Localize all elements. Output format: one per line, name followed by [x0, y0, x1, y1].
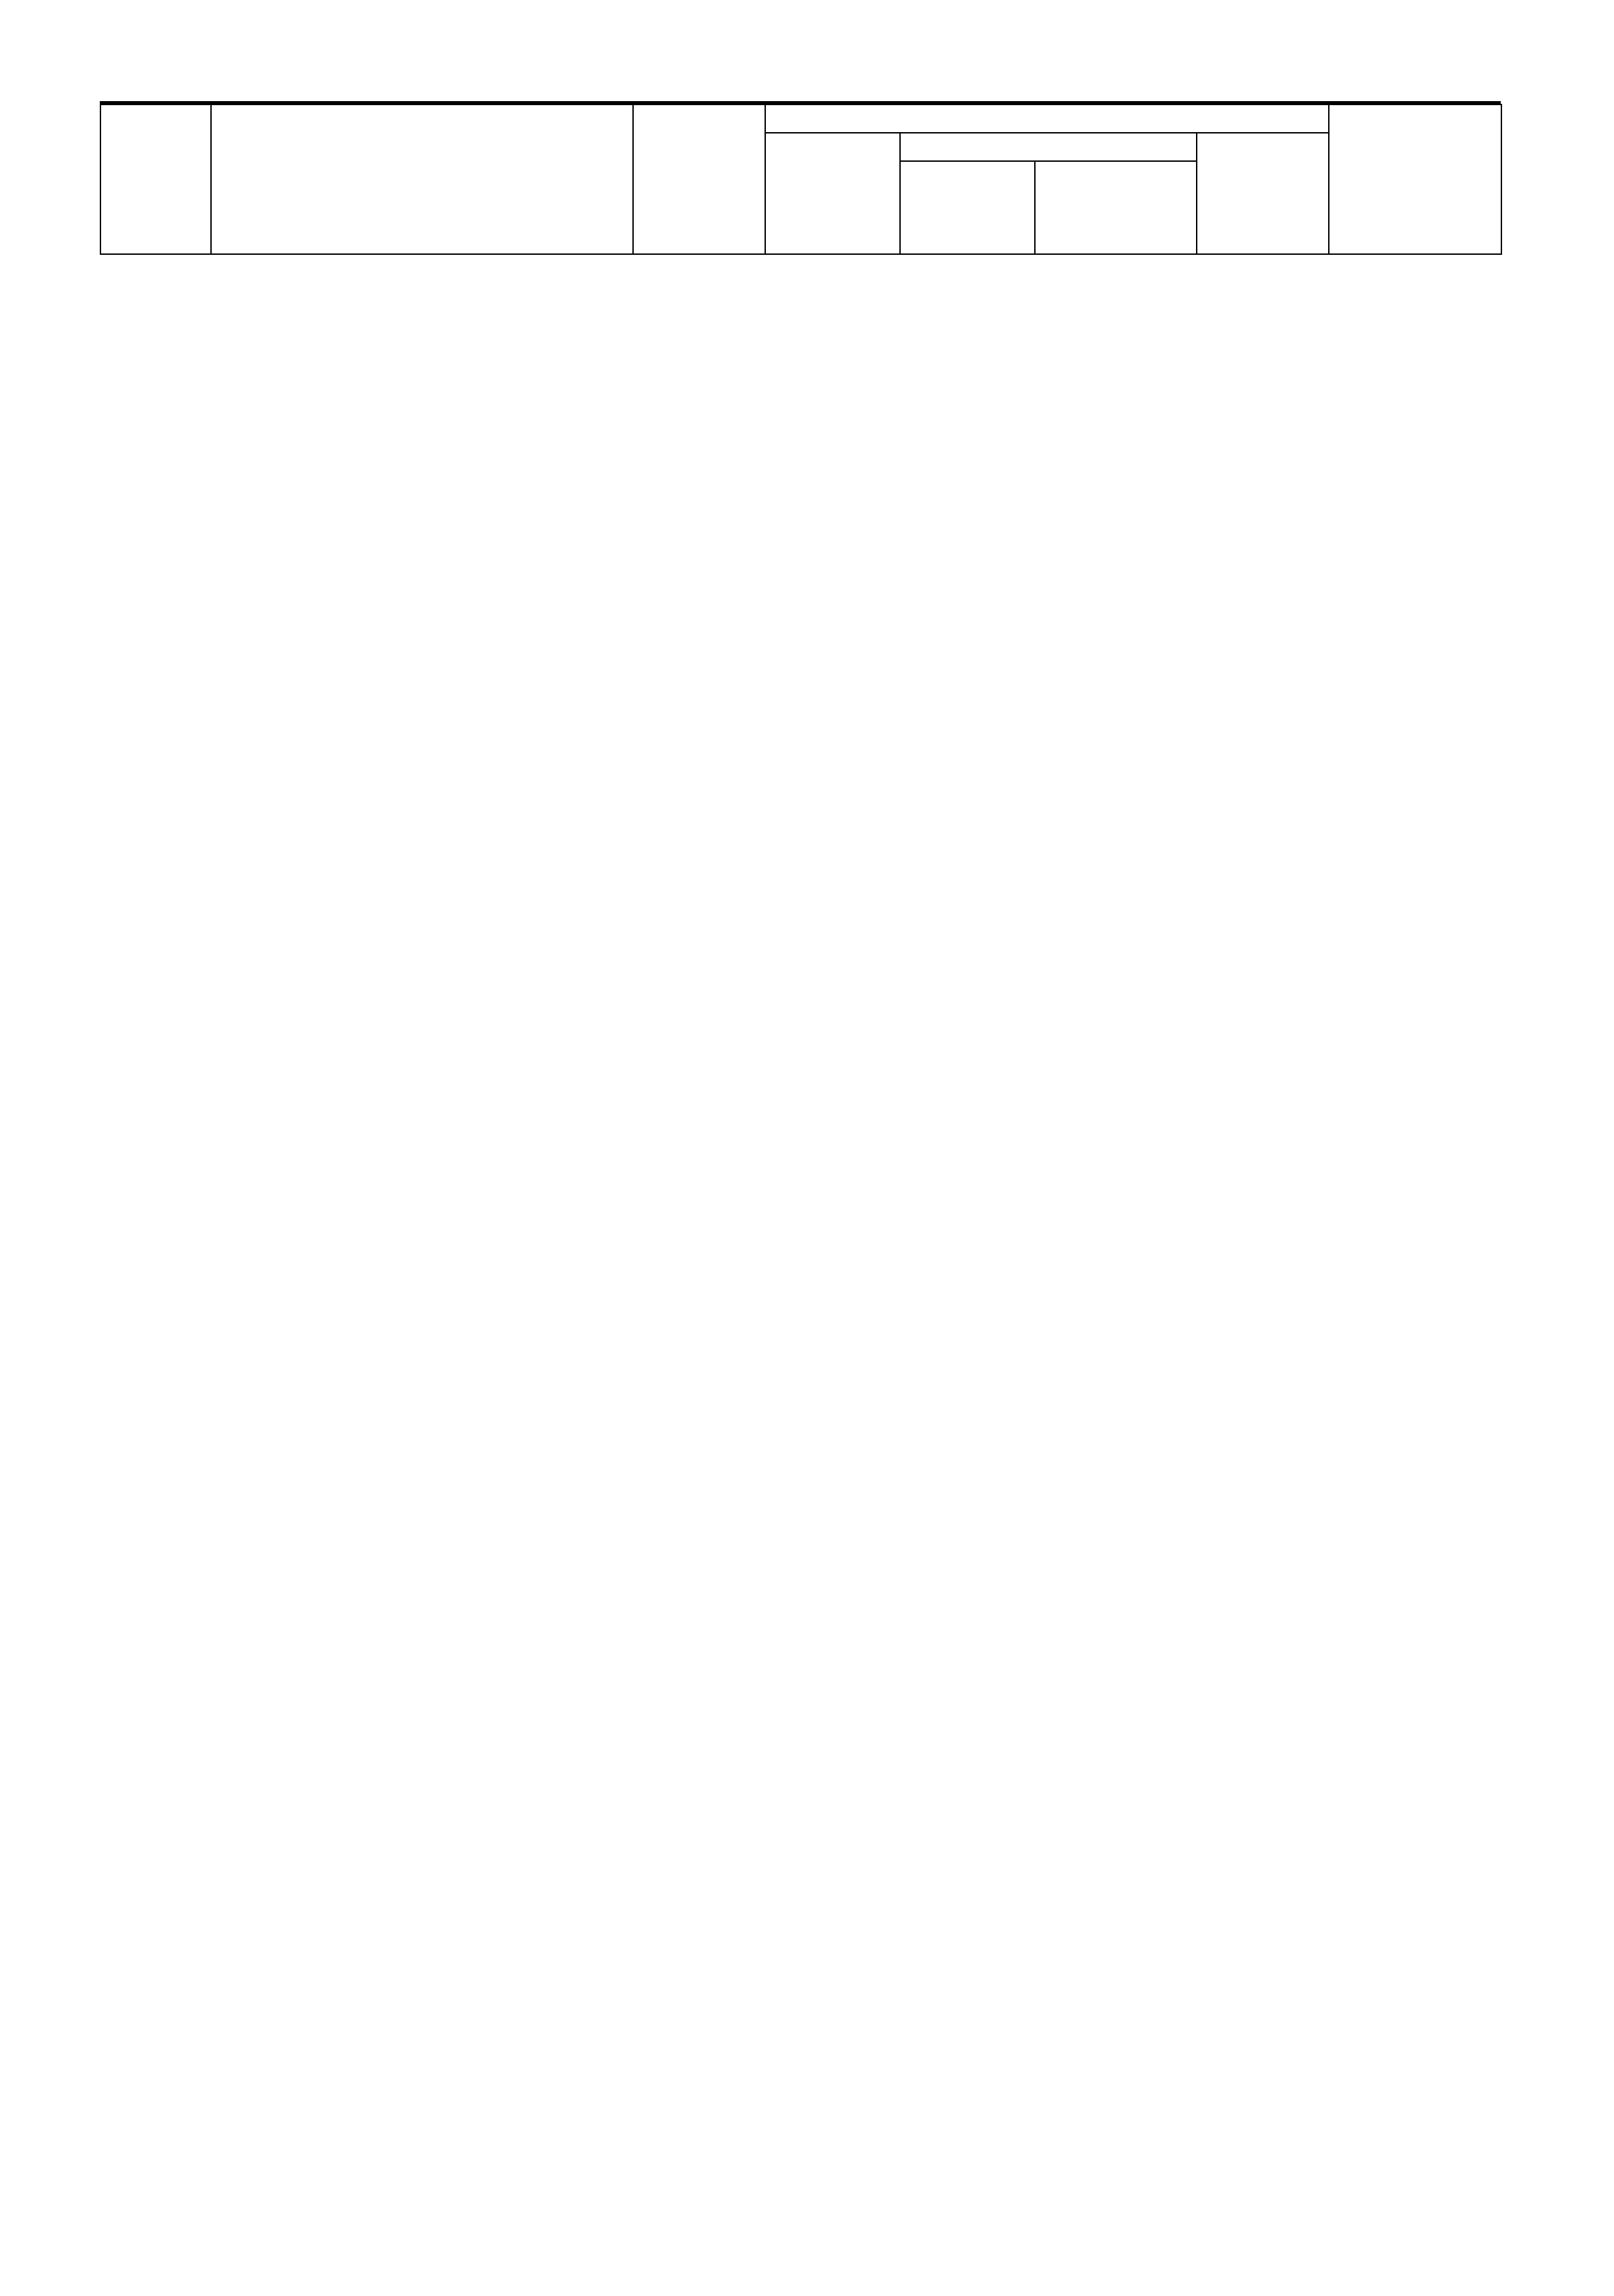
header-name	[211, 104, 633, 254]
header-code	[100, 104, 211, 254]
header-machines	[900, 133, 1197, 161]
running-head	[100, 59, 1501, 97]
header-materials	[1197, 133, 1329, 254]
header-labor	[1329, 104, 1501, 254]
document-page	[100, 59, 1501, 255]
header-including	[765, 104, 1329, 133]
header-direct	[633, 104, 765, 254]
header-machines-total	[900, 161, 1035, 254]
header-machines-wages	[1035, 161, 1197, 254]
header-wages	[765, 133, 900, 254]
column-header-table	[100, 104, 1502, 255]
